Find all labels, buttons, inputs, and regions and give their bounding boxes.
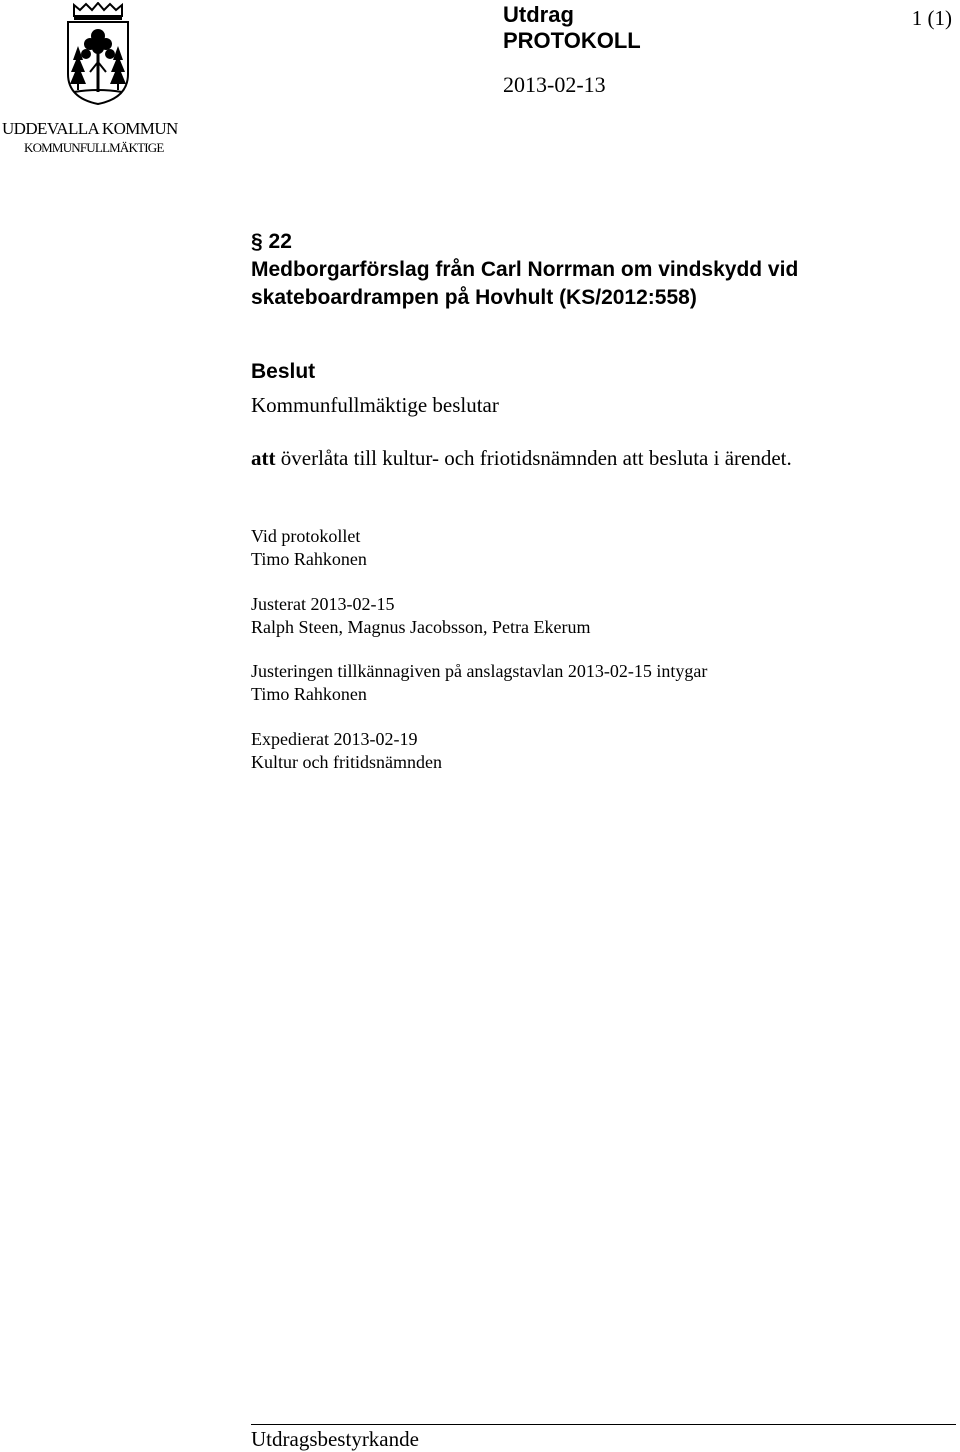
footer-divider: [251, 1424, 956, 1425]
recorder-name: Timo Rahkonen: [251, 548, 367, 569]
dispatch-block: [251, 728, 442, 773]
announcement-block: [251, 660, 707, 705]
sent-date: Expedierat 2013-02-19: [251, 729, 418, 749]
announcer-name: Timo Rahkonen: [251, 683, 367, 704]
organization-name: UDDEVALLA KOMMUN: [2, 119, 178, 138]
document-subtype: PROTOKOLL: [503, 28, 641, 53]
document-date: 2013-02-13: [503, 72, 606, 97]
page-number: 1 (1): [911, 6, 952, 30]
paragraph-number: [251, 230, 292, 254]
item-title: Medborgarförslag från Carl Norrman om vindskydd vid skateboardrampen på Hovhult (KS/2012:558): [251, 258, 799, 309]
decision-text: [251, 446, 792, 471]
decision-intro: Kommunfullmäktige beslutar: [251, 393, 499, 417]
footer-label: Utdragsbestyrkande: [251, 1427, 419, 1451]
approval-block: [251, 593, 590, 638]
decision-keyword: att: [251, 446, 276, 470]
paragraph-sign: §: [251, 230, 263, 253]
decision-body: överlåta till kultur- och friotidsnämnden att besluta i ärendet.: [275, 446, 792, 470]
approved-date: Justerat 2013-02-15: [251, 594, 395, 614]
approvers: Ralph Steen, Magnus Jacobsson, Petra Ekerum: [251, 616, 591, 637]
announcement-line: Justeringen tillkännagiven på anslagstavlan 2013-02-15 intygar: [251, 661, 708, 681]
decision-heading: Beslut: [251, 360, 316, 383]
organization-unit: KOMMUNFULLMÄKTIGE: [24, 140, 164, 155]
recorder-label: Vid protokollet: [251, 526, 361, 546]
protocol-recorder-block: [251, 525, 367, 570]
paragraph-number-value: 22: [268, 230, 292, 253]
document-type: Utdrag: [503, 2, 574, 27]
sent-to: Kultur och fritidsnämnden: [251, 751, 442, 772]
municipal-coat-of-arms-icon: [62, 2, 134, 106]
